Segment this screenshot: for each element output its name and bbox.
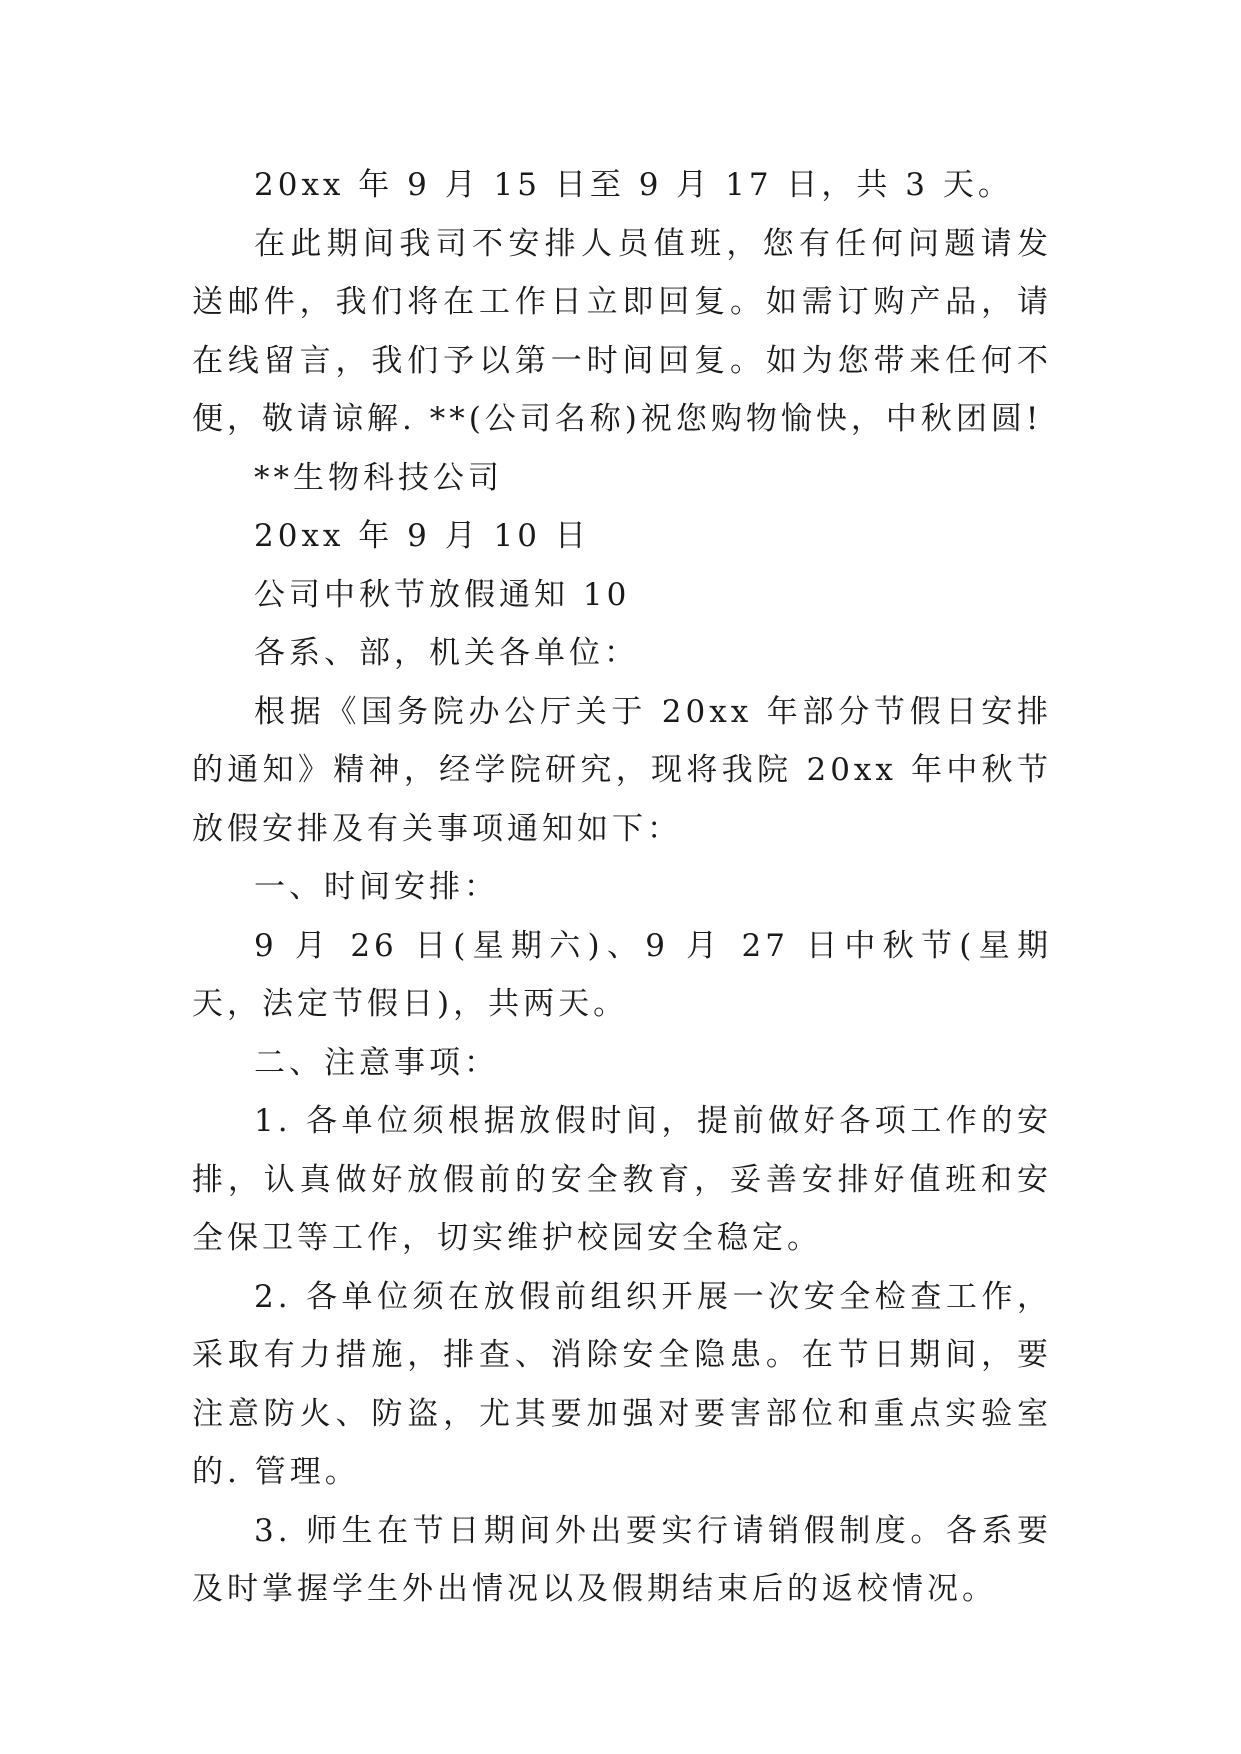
document-body [192, 156, 1052, 1619]
notice-salutation: 各系、部，机关各单位： [254, 635, 639, 671]
notice-title: 公司中秋节放假通知 10 [254, 576, 631, 613]
note-item-3: 3. 师生在节日期间外出要实行请销假制度。各系要及时掌握学生外出情况以及假期结束后的返校情况。 [192, 1512, 1052, 1607]
signature-company: **生物科技公司 [254, 459, 503, 496]
section-heading-schedule: 一、时间安排： [254, 869, 499, 905]
signature-date: 20xx 年 9 月 10 日 [254, 518, 590, 554]
paragraph-no-duty-notice: 在此期间我司不安排人员值班，您有任何问题请发送邮件，我们将在工作日立即回复。如需订购产品，请在线留言，我们予以第一时间回复。如为您带来任何不便，敬请谅解. **(公司名称)祝您购物愉快，中秋团圆! [192, 225, 1052, 437]
note-item-1: 1. 各单位须根据放假时间，提前做好各项工作的安排，认真做好放假前的安全教育，妥善安排好值班和安全保卫等工作，切实维护校园安全稳定。 [192, 1103, 1052, 1256]
paragraph-holiday-dates: 20xx 年 9 月 15 日至 9 月 17 日，共 3 天。 [254, 167, 1013, 203]
paragraph-basis: 根据《国务院办公厅关于 20xx 年部分节假日安排的通知》精神，经学院研究，现将我院 20xx 年中秋节放假安排及有关事项通知如下： [192, 693, 1052, 847]
paragraph-schedule: 9 月 26 日(星期六)、9 月 27 日中秋节(星期天，法定节假日)，共两天。 [192, 927, 1052, 1022]
section-heading-notes: 二、注意事项： [254, 1044, 499, 1081]
note-item-2: 2. 各单位须在放假前组织开展一次安全检查工作，采取有力措施，排查、消除安全隐患。在节日期间，要注意防火、防盗，尤其要加强对要害部位和重点实验室的. 管理。 [192, 1278, 1052, 1490]
